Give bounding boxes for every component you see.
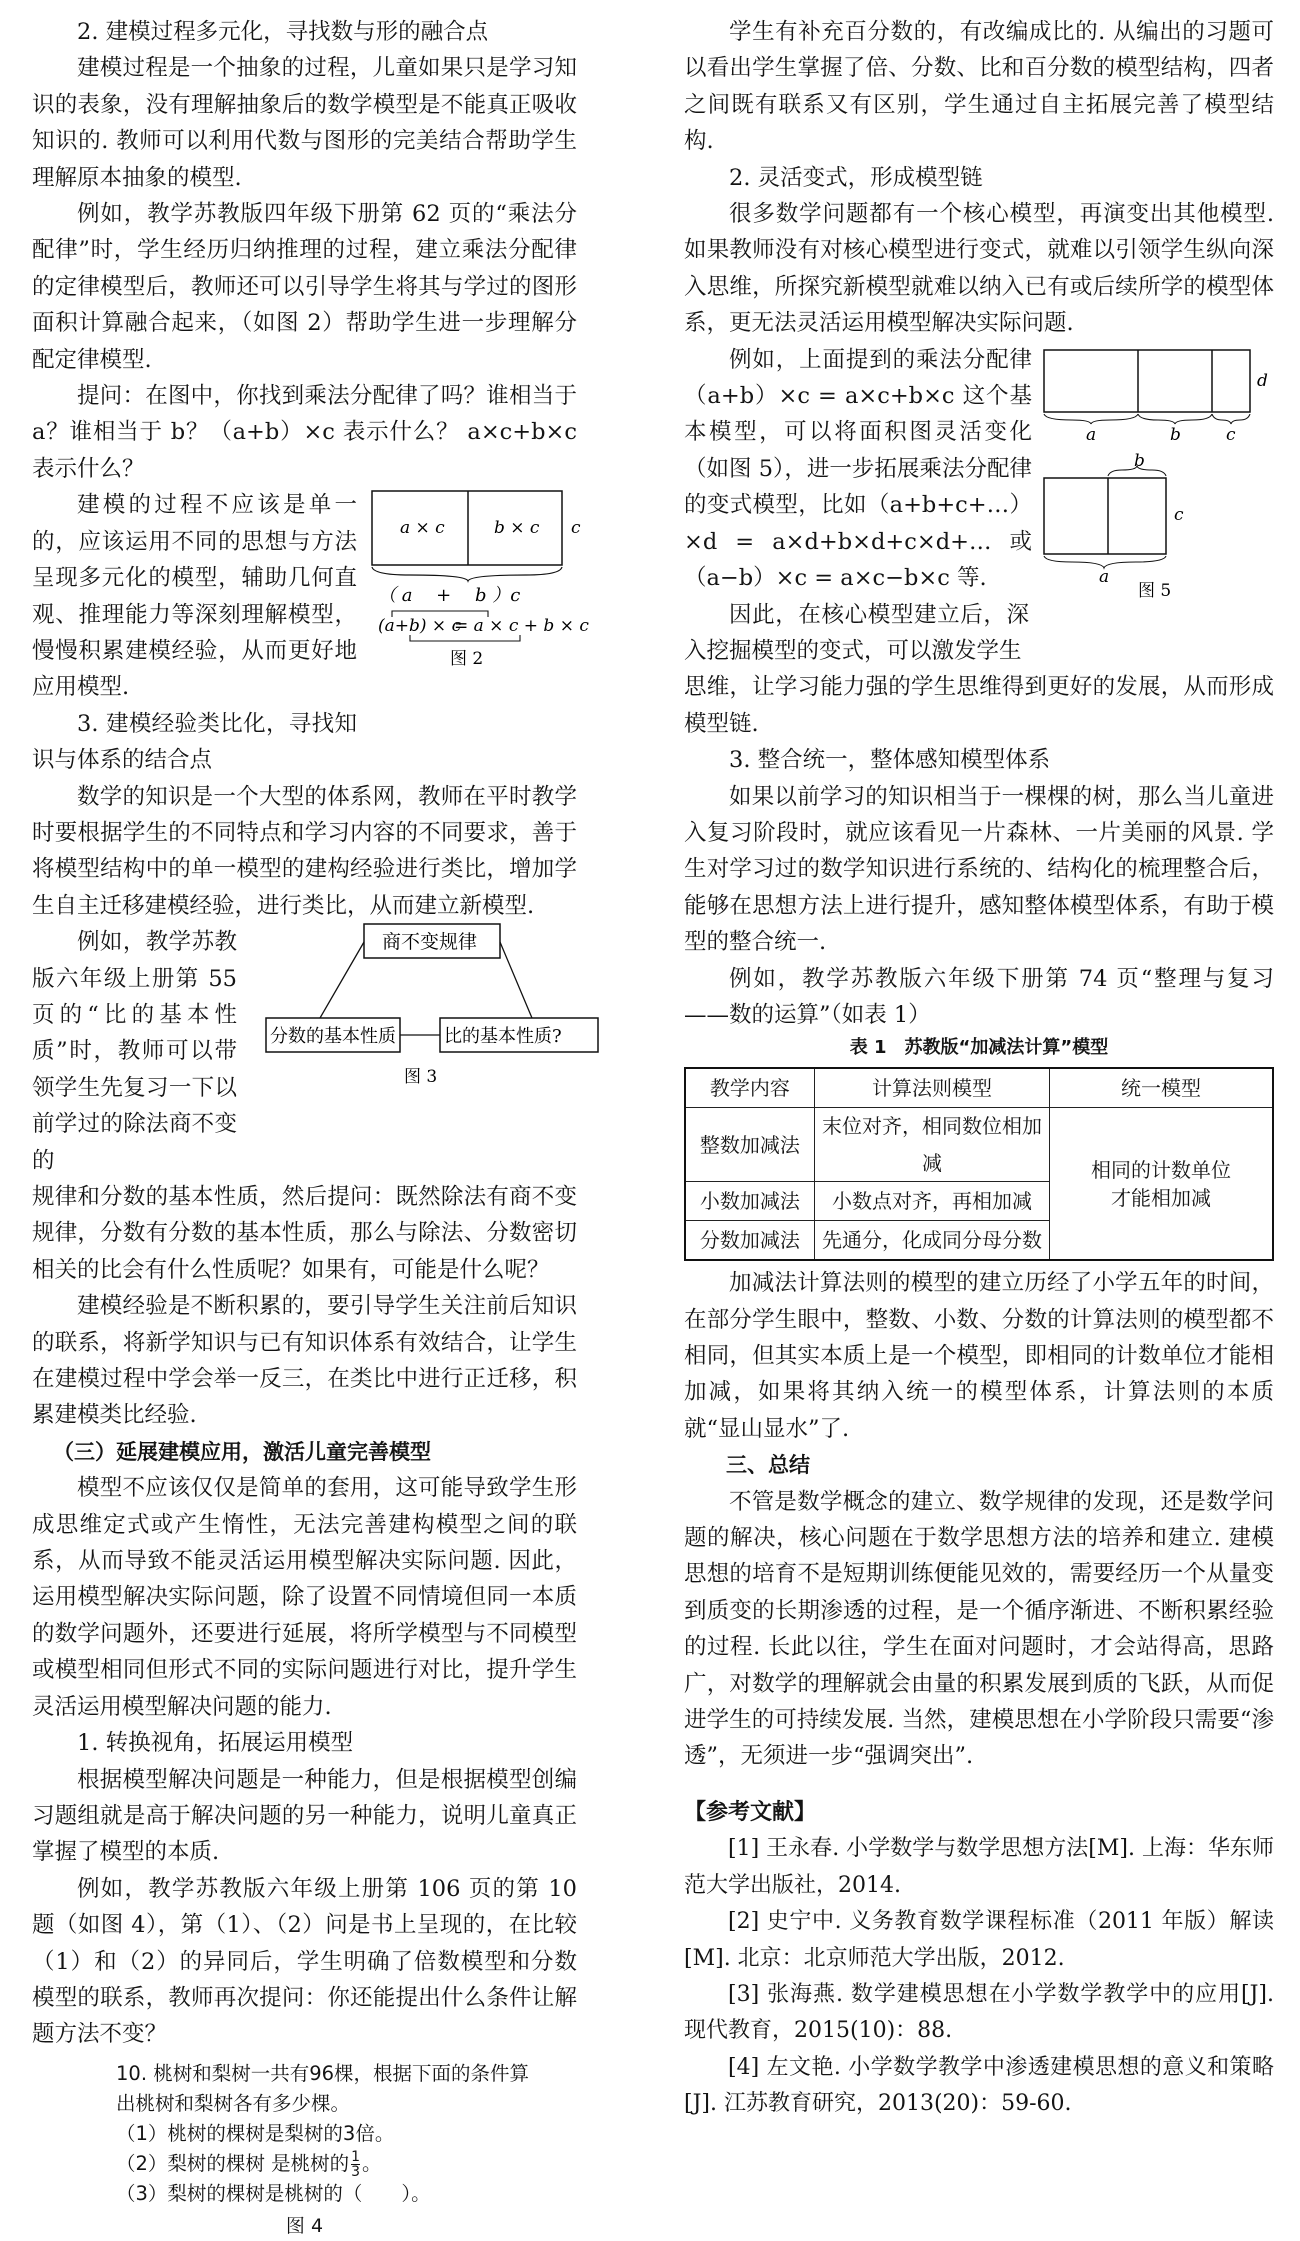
fig3-caption: 图 3 bbox=[404, 1067, 438, 1088]
fig4-caption: 图 4 bbox=[285, 2214, 324, 2237]
subheading-2: 2. 建模过程多元化，寻找数与形的融合点 bbox=[77, 19, 489, 45]
references bbox=[684, 1795, 1274, 2123]
paragraph-wrapped: 例如，教学苏教版六年级上册第 55 页的“比的基本性质”时，教师可以带领学生先复习一下以前学过的除法商不变的 bbox=[32, 929, 237, 1174]
fig2-side-c: c bbox=[571, 518, 581, 539]
fig2-formula-right: = a × c + b × c bbox=[454, 616, 589, 637]
fig3-top-label: 商不变规律 bbox=[382, 931, 478, 954]
fig4-fraction-denominator: 3 bbox=[351, 2163, 361, 2180]
subheading-3: 3. 整合统一，整体感知模型体系 bbox=[729, 747, 1051, 774]
paragraph-wrapped: 因此，在核心模型建立后，深入挖掘模型的变式，可以激发学生 bbox=[684, 601, 1029, 664]
paragraph: 根据模型解决问题是一种能力，但是根据模型创编习题组就是高于解决问题的另一种能力，说明儿童真正掌握了模型的本质. bbox=[32, 1766, 577, 1866]
table-cell: 先通分，化成同分母分数 bbox=[814, 1221, 1049, 1261]
fig3-left-label: 分数的基本性质 bbox=[270, 1026, 396, 1048]
fig2-caption: 图 2 bbox=[450, 649, 484, 670]
fig5-label-a: a bbox=[1086, 424, 1097, 445]
reference-item: [3] 张海燕. 数学建模思想在小学数学教学中的应用[J]. 现代教育，2015(10)：88. bbox=[684, 1981, 1274, 2044]
reference-item: [1] 王永春. 小学数学与数学思想方法[M]. 上海：华东师范大学出版社，2014. bbox=[684, 1836, 1274, 1898]
subheading-2: 2. 灵活变式，形成模型链 bbox=[729, 164, 983, 191]
fig2-cell-bc: b × c bbox=[494, 518, 540, 539]
section-heading: 三、总结 bbox=[726, 1453, 810, 1478]
fig4-line2: 出桃树和梨树各有多少棵。 bbox=[116, 2091, 351, 2115]
fig4-fraction bbox=[351, 2150, 360, 2179]
paragraph: 学生有补充百分数的，有改编成比的. 从编出的习题可以看出学生掌握了倍、分数、比和百分数的模型结构，四者之间既有联系又有区别，学生通过自主拓展完善了模型结构. bbox=[684, 19, 1274, 155]
table-cell: 小数点对齐，再相加减 bbox=[814, 1182, 1049, 1221]
paragraph: 建模过程是一个抽象的过程，儿童如果只是学习知识的表象，没有理解抽象后的数学模型是不能真正吸收知识的. 教师可以利用代数与图形的完美结合帮助学生理解原本抽象的模型. bbox=[32, 55, 577, 191]
right-column bbox=[684, 14, 1274, 2123]
figure-3 bbox=[264, 922, 604, 1102]
figure-2-block bbox=[32, 487, 589, 701]
paragraph-continued: 规律和分数的基本性质，然后提问：既然除法有商不变规律，分数有分数的基本性质，那么与除法、分数密切相关的比会有什么性质呢？如果有，可能是什么呢？ bbox=[32, 1184, 577, 1283]
paragraph: 加减法计算法则的模型的建立历经了小学五年的时间，在部分学生眼中，整数、小数、分数的计算法则的模型都不相同，但其实本质上是一个模型，即相同的计数单位才能相加减，如果将其纳入统一的模型体系，计算法则的本质就“显山显水”了. bbox=[684, 1270, 1274, 1442]
reference-item: [2] 史宁中. 义务教育数学课程标准（2011 年版）解读[M]. 北京：北京师范大学出版，2012. bbox=[684, 1909, 1274, 1971]
subheading-3: 3. 建模经验类比化，寻找知识与体系的结合点 bbox=[32, 710, 357, 774]
table-cell: 小数加减法 bbox=[685, 1182, 814, 1221]
fig5-label-b2: b bbox=[1134, 450, 1145, 471]
table-cell: 分数加减法 bbox=[685, 1221, 814, 1261]
paragraph-continued: 思维，让学习能力强的学生思维得到更好的发展，从而形成模型链. bbox=[684, 674, 1274, 737]
fig5-label-c: c bbox=[1226, 424, 1236, 445]
merged-line-1: 相同的计数单位 bbox=[1091, 1157, 1232, 1182]
fig2-formula-left: (a+b) × c bbox=[378, 616, 462, 637]
fig5-label-a2: a bbox=[1099, 566, 1110, 587]
fig4-q3: （3）梨树的棵树是桃树的（ ）。 bbox=[116, 2181, 431, 2205]
fig5-brace-a bbox=[1044, 414, 1138, 424]
figure-2 bbox=[370, 489, 590, 669]
table-header-cell: 教学内容 bbox=[685, 1068, 814, 1108]
fig4-q2-text: （2）梨树的棵树 是桃树的 bbox=[116, 2151, 350, 2175]
fig5-label-c2: c bbox=[1174, 504, 1184, 525]
fig5-brace-b bbox=[1138, 414, 1212, 424]
fig4-q2 bbox=[116, 2149, 577, 2179]
merged-line-2: 才能相加减 bbox=[1111, 1185, 1212, 1210]
fig2-bottom-label: （ a + b ）c bbox=[378, 585, 521, 607]
fig5-label-b: b bbox=[1170, 424, 1181, 445]
fig5-bottom-rect bbox=[1044, 478, 1166, 554]
figure-3-block bbox=[32, 924, 577, 1174]
fig4-q2-end: 。 bbox=[362, 2151, 382, 2175]
fig5-caption: 图 5 bbox=[1138, 580, 1172, 601]
references-heading: 【参考文献】 bbox=[684, 1799, 817, 1825]
paragraph: 提问：在图中，你找到乘法分配律了吗？谁相当于 a？谁相当于 b？（a+b）×c 表示什么？ a×c+b×c 表示什么？ bbox=[32, 383, 577, 482]
paragraph: 不管是数学概念的建立、数学规律的发现，还是数学问题的解决，核心问题在于数学思想方法的培养和建立. 建模思想的培育不是短期训练便能见效的，需要经历一个从量变到质变的长期渗透的过程，是一个循序渐进、不断积累经验的过程. 长此以往，学生在面对问题时，才会站得高，思路广，对数学的理解就会由量的积累发展到质的飞跃，从而促进学生的可持续发展. 当然，建模思想在小学阶段只需要“渗透”，无须进一步“强调突出”. bbox=[684, 1488, 1274, 1770]
fig4-line1: 10. 桃树和梨树一共有96棵，根据下面的条件算 bbox=[116, 2061, 530, 2085]
paragraph: 很多数学问题都有一个核心模型，再演变出其他模型. 如果教师没有对核心模型进行变式，就难以引领学生纵向深入思维，所探究新模型就难以纳入已有或后续所学的模型体系，更无法灵活运用模型解决实际问题. bbox=[684, 201, 1274, 337]
table-header-row bbox=[685, 1068, 1273, 1108]
left-column bbox=[32, 14, 589, 2241]
figure-4 bbox=[116, 2059, 577, 2241]
model-table bbox=[684, 1067, 1274, 1261]
fig3-edge-left bbox=[320, 942, 364, 1018]
section-heading: （三）延展建模应用，激活儿童完善模型 bbox=[53, 1439, 431, 1464]
table-cell: 末位对齐，相同数位相加减 bbox=[814, 1108, 1049, 1182]
paragraph: 例如，教学苏教版六年级下册第 74 页“整理与复习——数的运算”（如表 1） bbox=[684, 965, 1274, 1028]
fig2-brace-a bbox=[372, 567, 562, 581]
subheading-1: 1. 转换视角，拓展运用模型 bbox=[77, 1730, 354, 1757]
paragraph: 如果以前学习的知识相当于一棵棵的树，那么当儿童进入复习阶段时，就应该看见一片森林、一片美丽的风景. 学生对学习过的数学知识进行系统的、结构化的梳理整合后，能够在思想方法上进行提升，感知整体模型体系，有助于模型的整合统一. bbox=[684, 783, 1274, 956]
table-title: 表 1 苏教版“加减法计算”模型 bbox=[849, 1037, 1109, 1059]
fig3-right-label: 比的基本性质? bbox=[444, 1026, 562, 1048]
fig4-q1: （1）桃树的棵树是梨树的3倍。 bbox=[116, 2121, 395, 2145]
table-header-cell: 统一模型 bbox=[1050, 1068, 1273, 1108]
table-row bbox=[685, 1108, 1273, 1182]
fig4-fraction-numerator: 1 bbox=[351, 2148, 361, 2165]
fig2-cell-ac: a × c bbox=[400, 518, 445, 539]
paragraph: 模型不应该仅仅是简单的套用，这可能导致学生形成思维定式或产生惰性，无法完善建构模型之间的联系，从而导致不能灵活运用模型解决实际问题. 因此，运用模型解决实际问题，除了设置不同情境但同一本质的数学问题外，还要进行延展，将所学模型与不同模型或模型相同但形式不同的实际问题进行对比，提升学生灵活运用模型解决问题的能力. bbox=[32, 1475, 577, 1720]
figure-5-block bbox=[684, 342, 1274, 601]
paragraph: 例如，教学苏教版六年级上册第 106 页的第 10 题（如图 4），第（1）、（2）问是书上呈现的，在比较（1）和（2）的异同后，学生明确了倍数模型和分数模型的联系，教师再次提问：你还能提出什么条件让解题方法不变？ bbox=[32, 1875, 577, 2048]
paragraph: 数学的知识是一个大型的体系网，教师在平时教学时要根据学生的不同特点和学习内容的不同要求，善于将模型结构中的单一模型的建构经验进行类比，增加学生自主迁移建模经验，进行类比，从而建立新模型. bbox=[32, 783, 577, 919]
paragraph: 建模经验是不断积累的，要引导学生关注前后知识的联系，将新学知识与已有知识体系有效结合，让学生在建模过程中学会举一反三，在类比中进行正迁移，积累建模类比经验. bbox=[32, 1293, 577, 1429]
reference-item: [4] 左文艳. 小学数学教学中渗透建模思想的意义和策略[J]. 江苏教育研究，2013(20)：59-60. bbox=[684, 2054, 1274, 2117]
fig5-brace-c bbox=[1212, 414, 1250, 424]
table-merged-cell bbox=[1050, 1108, 1273, 1260]
paragraph-wrapped: 建模的过程不应该是单一的，应该运用不同的思想与方法呈现多元化的模型，辅助几何直观、推理能力等深刻理解模型，慢慢积累建模经验，从而更好地应用模型. bbox=[32, 492, 357, 701]
fig5-top-rect bbox=[1044, 350, 1250, 412]
fig5-label-d: d bbox=[1257, 370, 1268, 391]
paragraph-wrapped: 例如，上面提到的乘法分配律（a+b）×c = a×c+b×c 这个基本模型，可以将面积图灵活变化（如图 5），进一步拓展乘法分配律的变式模型，比如（a+b+c+…）×d = a×d+b×d+c×d+… 或（a−b）×c = a×c−b×c 等. bbox=[684, 346, 1032, 592]
fig3-edge-right bbox=[500, 942, 532, 1018]
table-header-cell: 计算法则模型 bbox=[814, 1068, 1049, 1108]
paragraph: 例如，教学苏教版四年级下册第 62 页的“乘法分配律”时，学生经历归纳推理的过程，建立乘法分配律的定律模型后，教师还可以引导学生将其与学过的图形面积计算融合起来，（如图 2）帮助学生进一步理解分配定律模型. bbox=[32, 201, 577, 373]
table-cell: 整数加减法 bbox=[685, 1108, 814, 1182]
figure-5 bbox=[1042, 348, 1277, 601]
